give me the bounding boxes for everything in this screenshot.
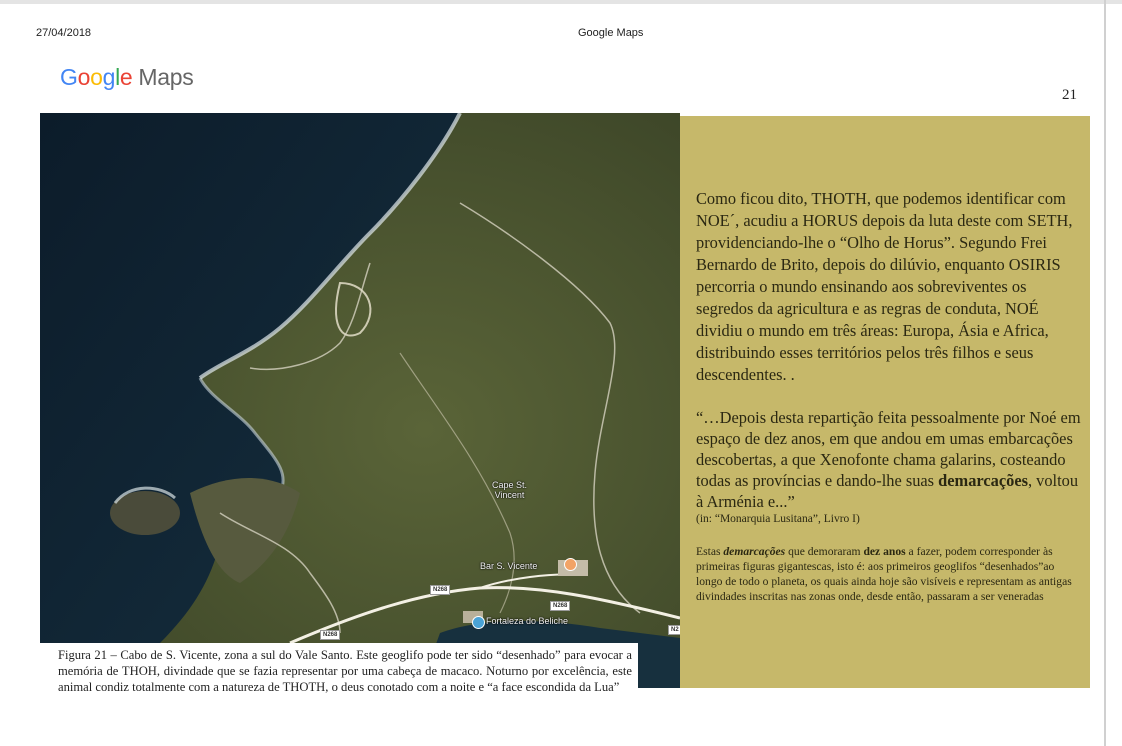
quote-text: “…Depois desta repartição feita pessoalmente por Noé em espaço de dez anos, em que andou em umas embarcações descobertas, a que Xenofonte chama galarins, costeando todas as províncias e dando-lhe suas — [696, 408, 1081, 490]
commentary-paragraph-3 — [696, 544, 1082, 604]
map-label-fortaleza[interactable]: Fortaleza do Beliche — [486, 616, 569, 626]
logo-letter: o — [77, 64, 91, 90]
restaurant-pin-icon[interactable] — [564, 558, 577, 571]
p3-bold-term: dez anos — [863, 545, 906, 558]
logo-product: Maps — [138, 64, 194, 90]
map-imagery — [40, 113, 680, 688]
logo-letter: g — [102, 64, 116, 90]
print-date: 27/04/2018 — [36, 27, 92, 39]
figure-caption: Figura 21 – Cabo de S. Vicente, zona a sul do Vale Santo. Este geoglifo pode ter sido “desenhado” para evocar a memória de THOH, divindade que se fazia representar por uma cabeça de macaco. Noturno por excelência, este animal condiz totalmente com a natureza de THOTH, o deus conotado com a noite e “a face escondida da Lua” — [40, 643, 638, 728]
map-label-bar[interactable]: Bar S. Vicente — [480, 561, 538, 571]
quote-paragraph — [696, 407, 1082, 512]
road-badge: N268 — [430, 585, 450, 595]
p3-text: que demoraram — [785, 545, 864, 558]
quote-citation: (in: “Monarquia Lusitana”, Livro I) — [696, 513, 860, 525]
commentary-paragraph-1: Como ficou dito, THOTH, que podemos identificar com NOE´, acudiu a HORUS depois da luta deste com SETH, providenciando-lhe o “Olho de Horus”. Segundo Frei Bernardo de Brito, depois do dilúvio, enquanto OSIRIS percorria o mundo ensinando aos sobreviventes os segredos da agricultura e as regras de conduta, NOÉ dividiu o mundo em três áreas: Europa, Ásia e Africa, distribuindo esses territórios pelos três filhos e seus descendentes. . — [696, 189, 1073, 384]
satellite-map[interactable] — [40, 113, 680, 688]
google-maps-logo — [60, 64, 193, 91]
logo-letter: e — [119, 64, 133, 90]
scan-right-edge — [1104, 0, 1106, 746]
road-badge: N2 — [668, 625, 680, 635]
road-badge: N268 — [320, 630, 340, 640]
logo-letter: l — [115, 64, 120, 90]
attraction-pin-icon[interactable] — [472, 616, 485, 629]
p3-text: Estas — [696, 545, 724, 558]
page-number: 21 — [1062, 87, 1077, 103]
commentary-box — [680, 116, 1090, 688]
scan-top-edge — [0, 0, 1122, 4]
p3-italic-term: demarcações — [723, 545, 786, 558]
logo-letter: G — [60, 64, 78, 90]
p3-text: a fazer, podem corresponder às primeiras figuras gigantescas, isto é: aos primeiros geoglifos “desenhados”ao longo de todo o planeta, os quais ainda hoje são visíveis e representam as antigas divindades inscritas nas zonas onde, desde então, passaram a ser veneradas — [696, 545, 1072, 603]
logo-letter: o — [90, 64, 103, 90]
road-badge: N268 — [550, 601, 570, 611]
quote-text-end: , voltou à Arménia e...” — [696, 471, 1079, 511]
map-label-cape: Cape St. Vincent — [492, 480, 528, 500]
print-site-title: Google Maps — [578, 27, 644, 39]
quote-bold-term: demarcações — [938, 471, 1028, 490]
